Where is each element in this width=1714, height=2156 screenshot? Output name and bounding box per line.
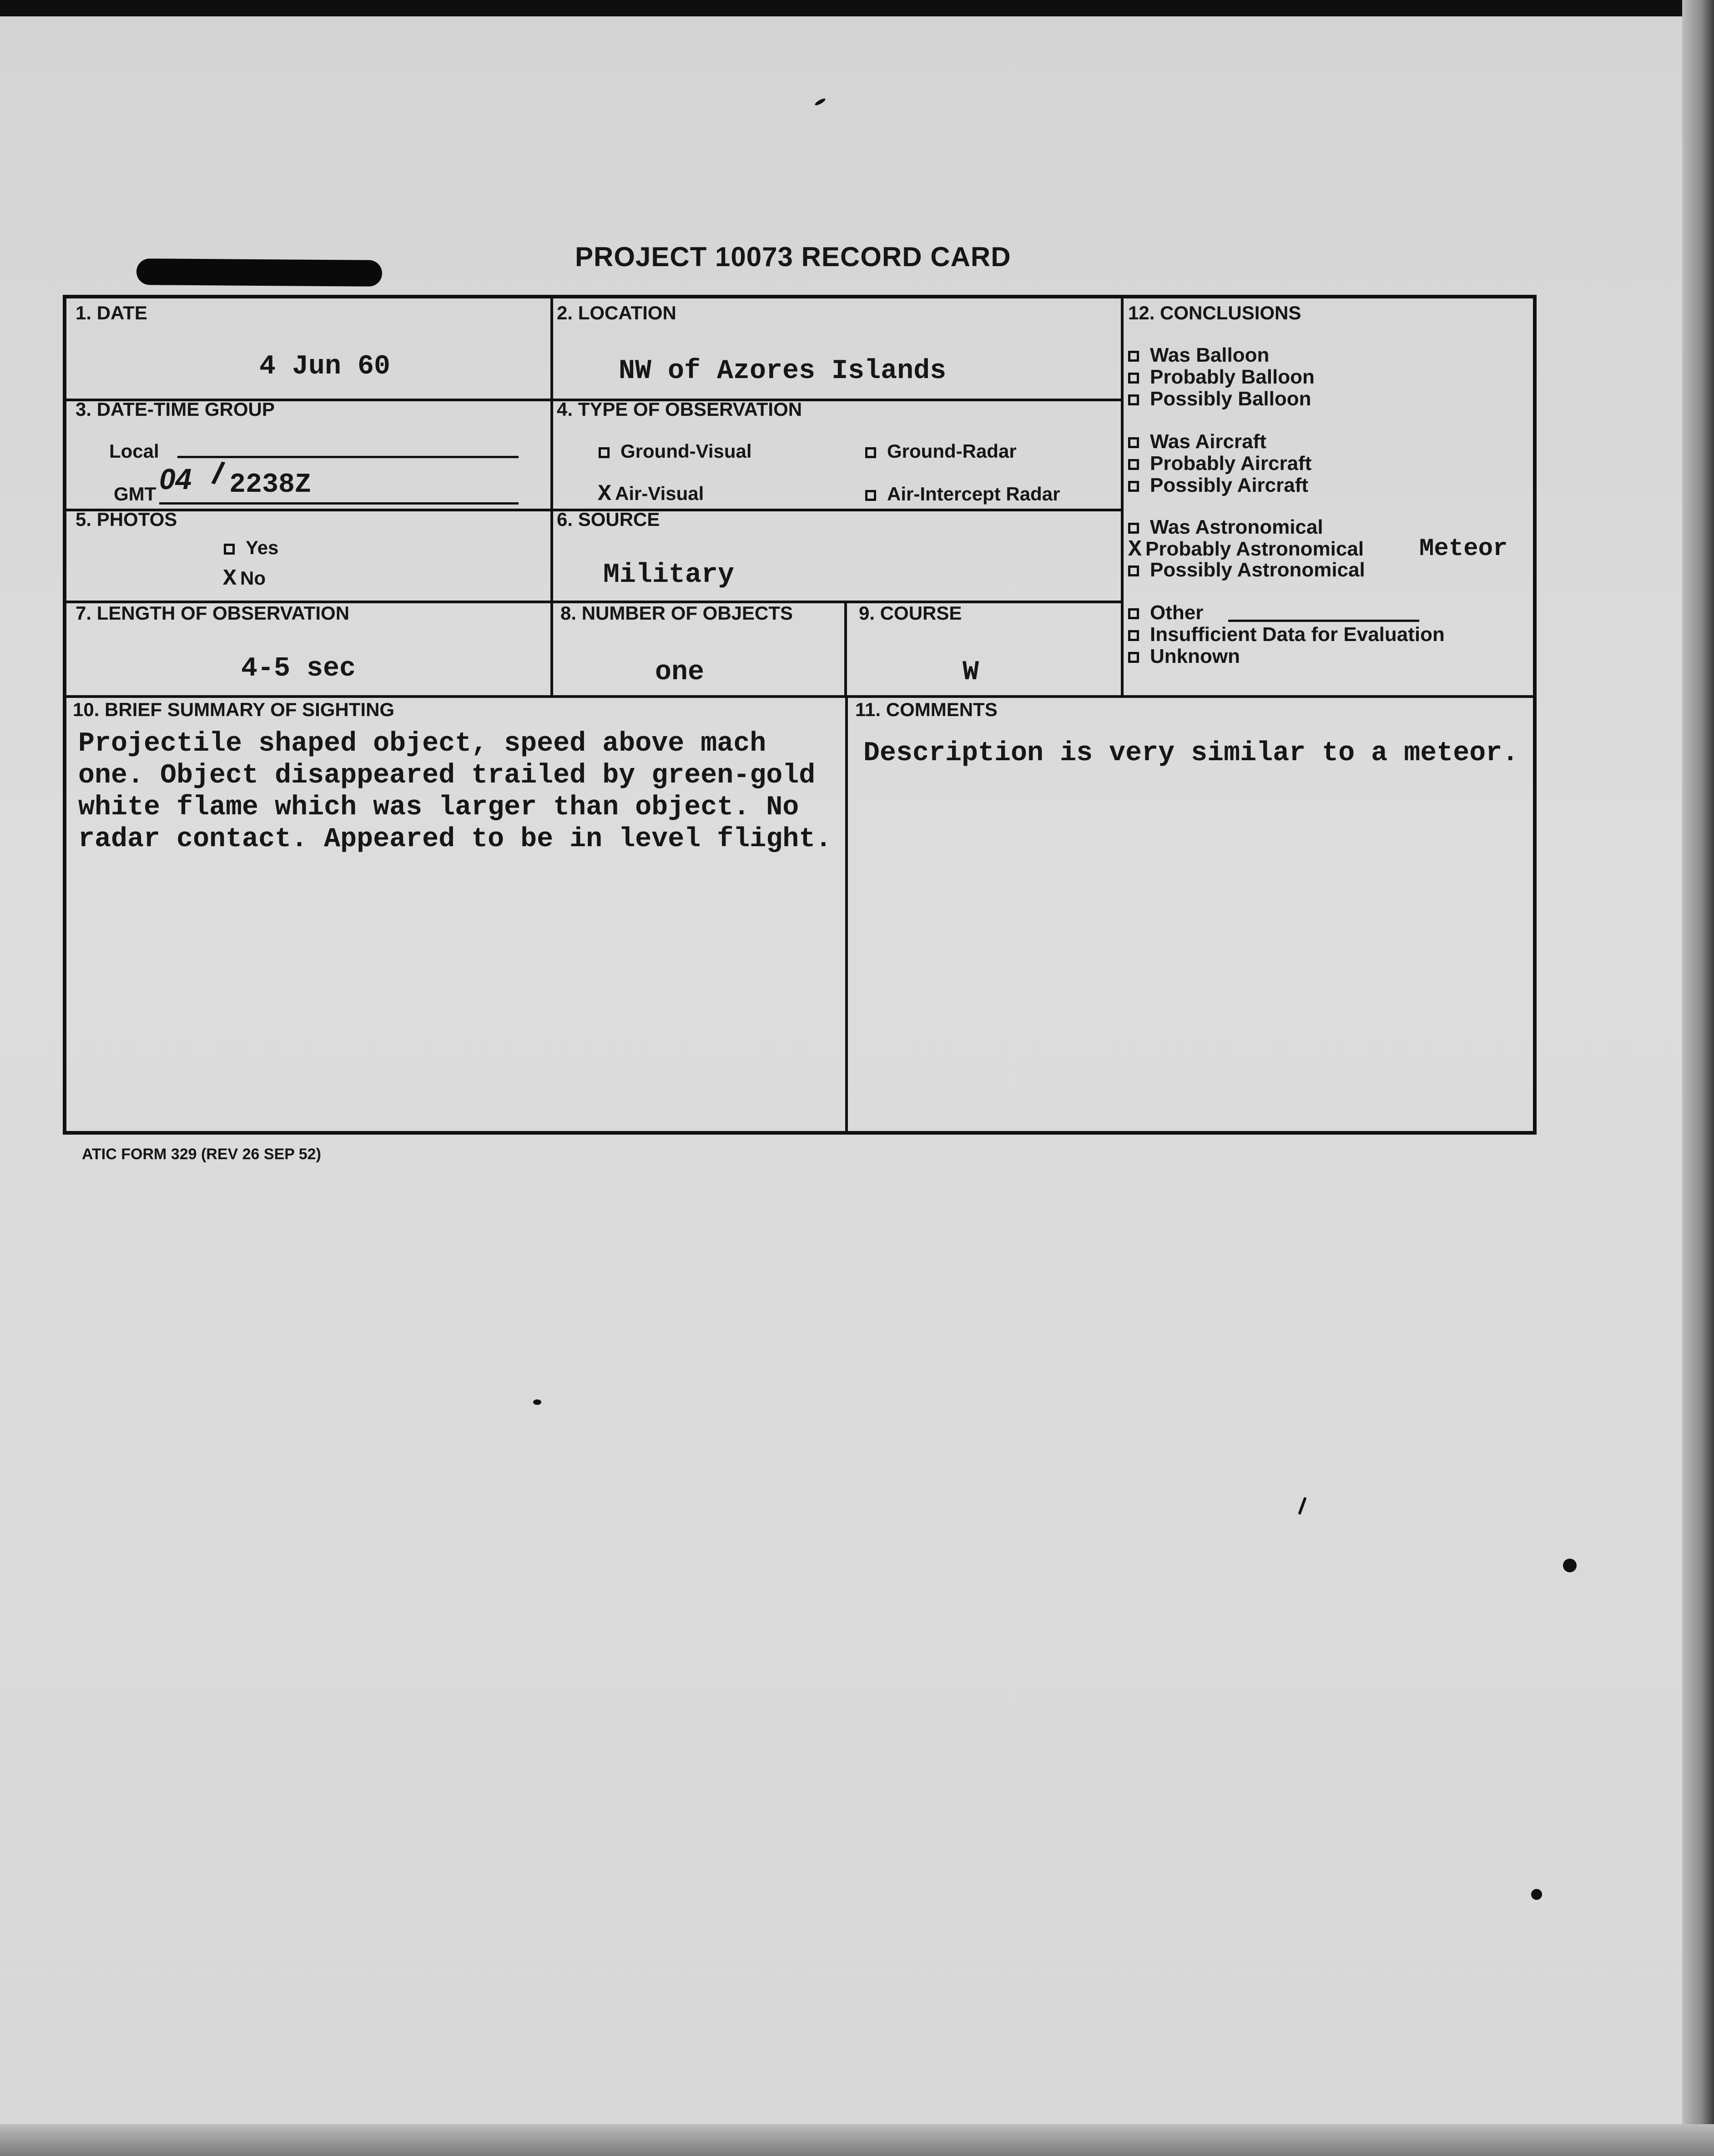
photos-yes: Yes [224, 537, 278, 559]
conclusion-possibly-astronomical: Possibly Astronomical [1128, 559, 1365, 581]
form-footer: ATIC FORM 329 (REV 26 SEP 52) [82, 1146, 321, 1163]
scan-top-edge [0, 0, 1714, 16]
gmt-day: 04 [159, 463, 192, 495]
obs-option-air-visual: X Air-Visual [598, 481, 704, 507]
local-underline [177, 456, 519, 458]
gmt-time: 2238Z [229, 470, 312, 500]
comments-value: Description is very similar to a meteor. [863, 738, 1519, 769]
summary-text [78, 728, 852, 855]
conclusion-probably-balloon: Probably Balloon [1128, 366, 1315, 389]
conclusion-other: Other [1128, 601, 1203, 624]
checkbox-icon [1128, 373, 1139, 384]
divider [550, 298, 553, 695]
dtg-label: 3. DATE-TIME GROUP [76, 399, 275, 420]
checkbox-icon [1128, 608, 1139, 619]
conclusion-probably-aircraft: Probably Aircraft [1128, 452, 1311, 475]
source-label: 6. SOURCE [557, 509, 660, 530]
scan-right-edge [1682, 0, 1714, 2156]
checked-x-icon: X [223, 566, 237, 592]
checked-x-icon: X [598, 481, 612, 507]
course-label: 9. COURSE [859, 602, 962, 624]
date-label: 1. DATE [76, 302, 147, 323]
local-label: Local [109, 440, 159, 462]
checkbox-icon [865, 490, 876, 501]
checkbox-icon [599, 447, 610, 458]
conclusion-possibly-balloon: Possibly Balloon [1128, 388, 1311, 410]
conclusion-insufficient-data: Insufficient Data for Evaluation [1128, 623, 1445, 646]
length-value: 4-5 sec [241, 653, 356, 684]
scan-speck [533, 1399, 541, 1405]
redaction-bar [136, 258, 382, 287]
conclusions-label: 12. CONCLUSIONS [1128, 302, 1301, 323]
course-value: W [963, 657, 979, 688]
conclusion-probably-astronomical: X Probably Astronomical [1128, 537, 1364, 563]
checkbox-icon [1128, 481, 1139, 492]
conclusion-unknown: Unknown [1128, 645, 1240, 668]
scan-bottom-edge [0, 2124, 1714, 2156]
date-value: 4 Jun 60 [259, 351, 391, 382]
obs-option-ground-radar: Ground-Radar [865, 440, 1017, 462]
checkbox-icon [865, 447, 876, 458]
scan-speck [1531, 1889, 1542, 1900]
checkbox-icon [1128, 523, 1139, 534]
num-objects-label: 8. NUMBER OF OBJECTS [560, 602, 793, 624]
scan-speck [1563, 1559, 1577, 1572]
comments-label: 11. COMMENTS [855, 699, 998, 720]
checkbox-icon [1128, 630, 1139, 641]
length-label: 7. LENGTH OF OBSERVATION [76, 602, 350, 624]
source-value: Military [603, 560, 735, 591]
checked-x-icon: X [1128, 537, 1142, 563]
checkbox-icon [1128, 351, 1139, 362]
checkbox-icon [1128, 652, 1139, 663]
summary-line: Projectile shaped object, speed above mach [78, 728, 766, 759]
obs-option-ground-visual: Ground-Visual [599, 440, 752, 462]
conclusion-was-balloon: Was Balloon [1128, 344, 1269, 367]
conclusion-annotation: Meteor [1419, 535, 1508, 563]
scan-speck [1298, 1497, 1306, 1515]
checkbox-icon [224, 544, 235, 555]
checkbox-icon [1128, 459, 1139, 470]
checkbox-icon [1128, 566, 1139, 576]
conclusion-possibly-aircraft: Possibly Aircraft [1128, 474, 1308, 497]
gmt-label: GMT [114, 483, 156, 505]
obs-type-label: 4. TYPE OF OBSERVATION [557, 399, 802, 420]
num-objects-value: one [655, 657, 705, 688]
location-label: 2. LOCATION [557, 302, 676, 323]
summary-line: white flame which was larger than object. No [78, 792, 799, 823]
summary-line: one. Object disappeared trailed by green-gold [78, 760, 816, 791]
divider [1121, 298, 1124, 695]
photos-label: 5. PHOTOS [76, 509, 177, 530]
summary-label: 10. BRIEF SUMMARY OF SIGHTING [73, 699, 395, 720]
gmt-underline [159, 502, 519, 505]
checkbox-icon [1128, 437, 1139, 448]
checkbox-icon [1128, 394, 1139, 405]
summary-line: radar contact. Appeared to be in level flight. [78, 824, 832, 855]
conclusion-was-aircraft: Was Aircraft [1128, 430, 1266, 453]
scan-speck [814, 97, 827, 106]
location-value: NW of Azores Islands [619, 356, 947, 387]
other-underline [1228, 620, 1419, 622]
conclusion-was-astronomical: Was Astronomical [1128, 516, 1323, 539]
divider [844, 601, 847, 695]
photos-no: X No [223, 566, 266, 592]
obs-option-air-intercept-radar: Air-Intercept Radar [865, 483, 1060, 505]
divider [66, 695, 1534, 698]
gmt-slash: / [209, 454, 227, 492]
form-title: PROJECT 10073 RECORD CARD [575, 242, 1011, 272]
